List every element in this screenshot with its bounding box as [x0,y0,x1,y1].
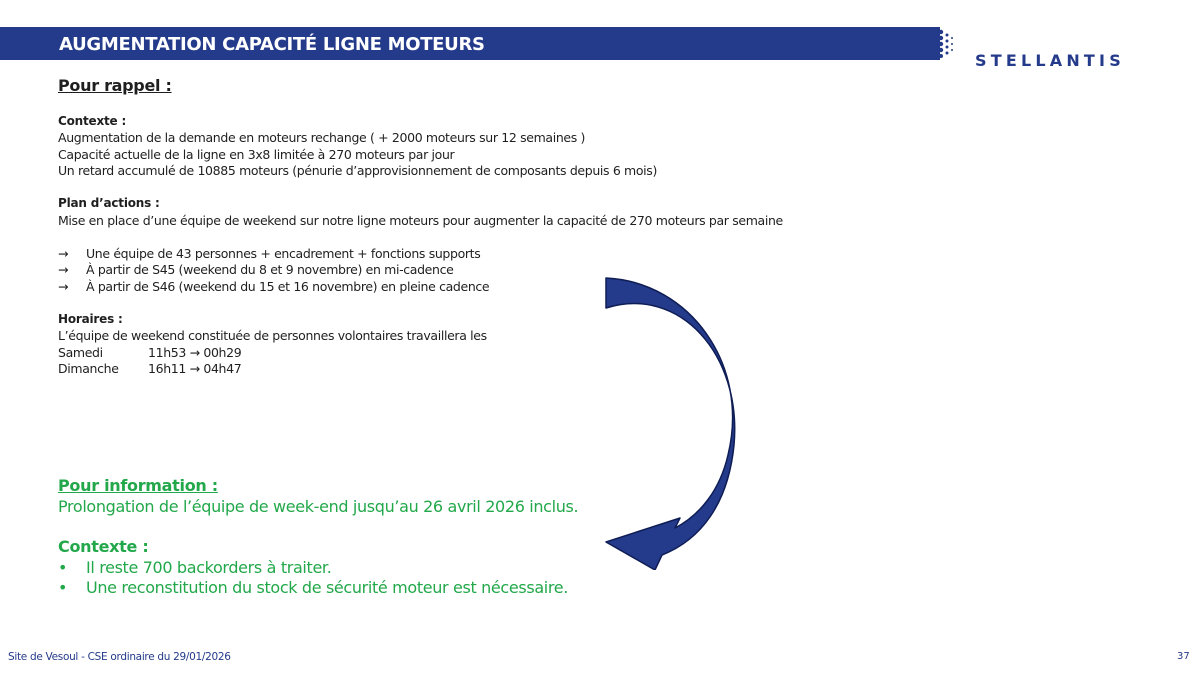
footer-site: Site de Vesoul - CSE ordinaire du 29/01/2026 [8,651,231,663]
contexte-line: Augmentation de la demande en moteurs rechange ( + 2000 moteurs sur 12 semaines ) [58,130,586,145]
contexte2-title: Contexte : [58,537,149,556]
plan-item [58,246,480,261]
rappel-title: Pour rappel : [58,76,172,95]
plan-item-text: À partir de S46 (weekend du 15 et 16 novembre) en pleine cadence [86,279,490,294]
horaires-day: Samedi [58,345,103,360]
plan-title: Plan d’actions : [58,196,160,210]
contexte2-item-text: Une reconstitution du stock de sécurité moteur est nécessaire. [86,578,568,597]
page-number: 37 [1177,651,1190,662]
contexte2-item [58,578,568,597]
page-title: AUGMENTATION CAPACITÉ LIGNE MOTEURS [59,34,485,55]
information-text: Prolongation de l’équipe de week-end jusqu’au 26 avril 2026 inclus. [58,497,579,516]
bullet-icon: • [58,558,68,577]
plan-item-text: Une équipe de 43 personnes + encadrement + fonctions supports [86,246,481,261]
contexte2-item [58,558,331,577]
bullet-icon: • [58,578,68,597]
plan-item [58,262,453,277]
horaires-time: 11h53 → 00h29 [148,345,242,360]
plan-item [58,279,489,294]
curved-arrow-icon [600,270,745,570]
horaires-time: 16h11 → 04h47 [148,361,242,376]
arrow-right-icon: → [58,246,69,261]
dots-icon [930,27,956,60]
plan-item-text: À partir de S45 (weekend du 8 et 9 novembre) en mi-cadence [86,262,454,277]
logo-text: STELLANTIS [975,51,1125,70]
stellantis-logo [975,45,1145,81]
information-title: Pour information : [58,476,218,495]
contexte-line: Capacité actuelle de la ligne en 3x8 limitée à 270 moteurs par jour [58,147,455,162]
horaires-title: Horaires : [58,312,123,326]
horaires-day: Dimanche [58,361,119,376]
contexte-title: Contexte : [58,114,127,128]
plan-intro: Mise en place d’une équipe de weekend sur notre ligne moteurs pour augmenter la capacité de 270 moteurs par semaine [58,213,783,228]
contexte-line: Un retard accumulé de 10885 moteurs (pénurie d’approvisionnement de composants depuis 6 mois) [58,163,657,178]
contexte2-item-text: Il reste 700 backorders à traiter. [86,558,332,577]
arrow-right-icon: → [58,262,69,277]
arrow-right-icon: → [58,279,69,294]
horaires-intro: L’équipe de weekend constituée de personnes volontaires travaillera les [58,328,487,343]
